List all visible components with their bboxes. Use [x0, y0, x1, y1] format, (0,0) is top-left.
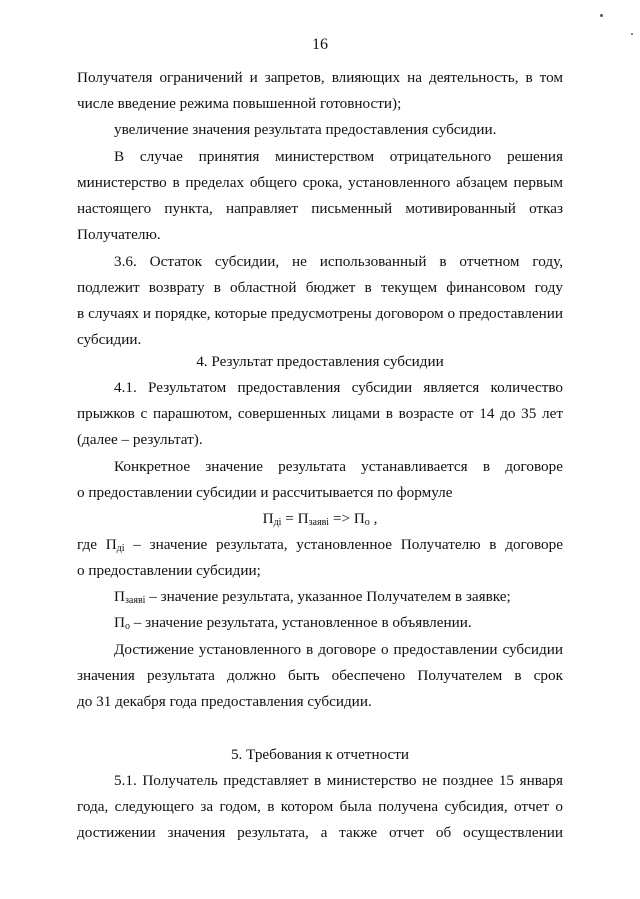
text-line: субсидии.: [77, 331, 142, 348]
def2-text: – значение результата, указанное Получателем в заявке;: [145, 588, 511, 605]
text-line: года, следующего за годом, в котором была получена субсидия, отчет о: [77, 798, 563, 815]
formula-eq: =: [281, 510, 298, 527]
text-line: Получателя ограничений и запретов, влияющих на деятельность, в том: [77, 69, 563, 86]
text-line: подлежит возврату в областной бюджет в текущем финансовом году: [77, 279, 563, 296]
text-line: 4.1. Результатом предоставления субсидии является количество: [114, 379, 563, 396]
text-line: Получателю.: [77, 226, 161, 243]
scan-speck: [631, 33, 633, 35]
formula-sub-zayav: заявi: [308, 517, 330, 528]
def1-sub: дi: [116, 543, 125, 554]
text-line: 3.6. Остаток субсидии, не использованный в отчетном году,: [114, 253, 563, 270]
text-line: прыжков с парашютом, совершенных лицами в возрасте от 14 до 35 лет: [77, 405, 563, 422]
formula-p3: П: [353, 510, 365, 527]
text-line: в случаях и порядке, которые предусмотрены договором о предоставлении: [77, 305, 563, 322]
def1-symbol: П: [105, 536, 117, 553]
formula-arrow: =>: [329, 510, 354, 527]
text-line: настоящего пункта, направляет письменный мотивированный отказ: [77, 200, 563, 217]
def3-sub: о: [124, 621, 130, 632]
def2-sub: заявi: [124, 595, 146, 606]
text-line: Конкретное значение результата устанавливается в договоре: [114, 458, 563, 475]
def3-symbol: П: [114, 614, 125, 631]
text-line: Достижение установленного в договоре о предоставлении субсидии: [114, 641, 563, 658]
text-line: числе введение режима повышенной готовности);: [77, 95, 402, 112]
scan-speck: [600, 14, 603, 17]
def2-symbol: П: [114, 588, 125, 605]
formula-tail: ,: [369, 510, 378, 527]
section-heading: 4. Результат предоставления субсидии: [196, 353, 444, 370]
page-number: 16: [312, 36, 328, 53]
definition-line: [114, 587, 563, 607]
formula-p1: П: [262, 510, 274, 527]
text-line: министерство в пределах общего срока, установленного абзацем первым: [77, 174, 563, 191]
text-line: о предоставлении субсидии;: [77, 562, 261, 579]
definition-line: [77, 535, 563, 555]
text-line: значения результата должно быть обеспечено Получателем в срок: [77, 667, 563, 684]
formula: [77, 509, 563, 529]
text-line: до 31 декабря года предоставления субсидии.: [77, 693, 372, 710]
text-line: 5.1. Получатель представляет в министерство не позднее 15 января: [114, 772, 563, 789]
text-line: (далее – результат).: [77, 431, 203, 448]
gde-word: где: [77, 536, 106, 553]
text-line: увеличение значения результата предоставления субсидии.: [114, 121, 497, 138]
definition-line: [114, 613, 563, 633]
text-line: В случае принятия министерством отрицательного решения: [114, 148, 563, 165]
formula-p2: П: [297, 510, 309, 527]
text-line: достижении значения результата, а также отчет об осуществлении: [77, 824, 563, 841]
formula-sub-di: дi: [273, 517, 282, 528]
text-line: о предоставлении субсидии и рассчитывается по формуле: [77, 484, 453, 501]
def3-text: – значение результата, установленное в объявлении.: [129, 614, 472, 631]
section-heading: 5. Требования к отчетности: [230, 746, 410, 763]
formula-sub-o: о: [364, 517, 370, 528]
def1-text: – значение результата, установленное Получателю в договоре: [124, 536, 563, 553]
